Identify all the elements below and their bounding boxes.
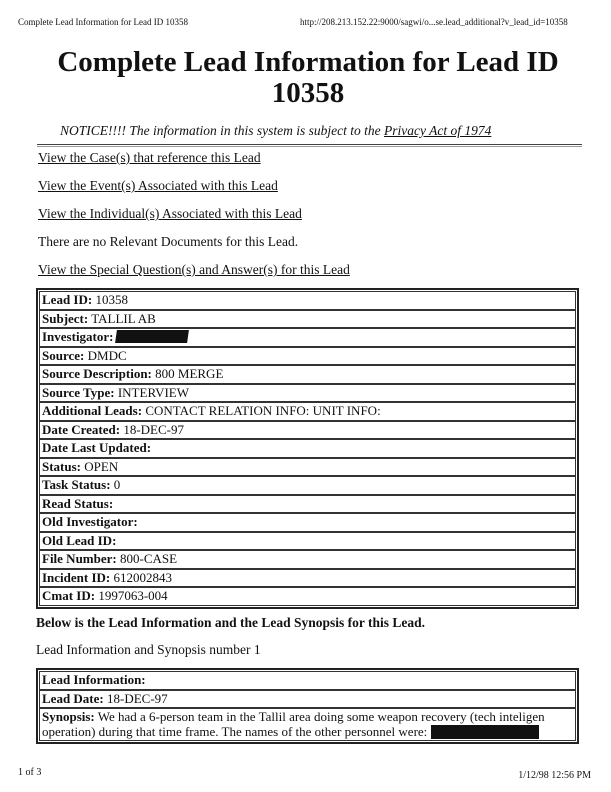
view-special-questions-link[interactable]: View the Special Question(s) and Answer(s) for this Lead: [38, 262, 350, 277]
row-file-number: [39, 550, 576, 569]
field-value: 0: [113, 477, 121, 492]
field-label: Incident ID:: [42, 569, 111, 585]
row-investigator: [39, 328, 576, 347]
field-label: Cmat ID:: [42, 588, 96, 603]
field-value: OPEN: [84, 458, 119, 474]
row-source: [39, 347, 576, 366]
field-label: Investigator:: [42, 329, 114, 344]
field-value: INTERVIEW: [117, 384, 190, 400]
field-label: Synopsis:: [42, 709, 95, 724]
lead-info-table: [36, 288, 579, 609]
synopsis-table: [36, 668, 579, 744]
row-source-type: [39, 384, 576, 403]
field-label: Lead Date:: [42, 690, 104, 706]
view-individuals-link[interactable]: View the Individual(s) Associated with this Lead: [38, 206, 302, 221]
field-label: Old Lead ID:: [42, 532, 117, 548]
below-heading: Below is the Lead Information and the Lead Synopsis for this Lead.: [36, 615, 426, 630]
field-label: Additional Leads:: [42, 403, 143, 418]
row-date-last-updated: [39, 439, 576, 458]
row-additional-leads: [39, 402, 576, 421]
field-value: 800-CASE: [119, 551, 178, 566]
notice-text: NOTICE!!!! The information in this system is subject to the: [60, 123, 384, 138]
field-value: 18-DEC-97: [107, 690, 168, 706]
row-lead-information: [39, 671, 576, 690]
row-status: [39, 458, 576, 477]
field-label: Source Description:: [42, 366, 152, 381]
privacy-act-link[interactable]: Privacy Act of 1974: [383, 123, 492, 138]
print-header: [18, 17, 605, 31]
field-label: Read Status:: [42, 495, 114, 511]
row-incident-id: [39, 569, 576, 588]
field-label: Date Created:: [42, 421, 121, 437]
page-number: 1 of 3: [18, 767, 42, 778]
redaction-mark: [115, 330, 189, 343]
field-value: 10358: [95, 292, 128, 307]
field-label: Old Investigator:: [42, 514, 138, 529]
field-value: TALLIL AB: [91, 310, 156, 326]
field-label: Subject:: [42, 310, 89, 326]
row-lead-date: [39, 690, 576, 709]
synopsis-text: We had a 6-person team in the Tallil area doing some weapon recovery (tech inteligen operation) during that time frame. The names of the other personnel were:: [42, 709, 545, 739]
row-lead-id: [39, 291, 576, 310]
field-value: 1997063-004: [98, 588, 168, 603]
row-date-created: [39, 421, 576, 440]
field-label: Source:: [42, 347, 85, 363]
row-subject: [39, 310, 576, 329]
field-value: DMDC: [87, 347, 127, 363]
print-datetime: 1/12/98 12:56 PM: [518, 770, 591, 781]
field-label: Source Type:: [42, 384, 115, 400]
field-label: Date Last Updated:: [42, 440, 152, 455]
field-value: 18-DEC-97: [123, 421, 185, 437]
field-label: Lead ID:: [42, 292, 93, 307]
divider: [37, 144, 582, 147]
field-value: 612002843: [113, 569, 173, 585]
view-events-link[interactable]: View the Event(s) Associated with this Lead: [38, 178, 278, 193]
redaction-mark: [431, 725, 539, 739]
row-synopsis: [39, 708, 576, 741]
privacy-notice: [60, 123, 580, 139]
field-label: Lead Information:: [42, 672, 146, 687]
field-label: File Number:: [42, 551, 117, 566]
row-source-description: [39, 365, 576, 384]
row-cmat-id: [39, 587, 576, 606]
no-documents-text: There are no Relevant Documents for this Lead.: [38, 234, 299, 249]
row-read-status: [39, 495, 576, 514]
row-old-lead-id: [39, 532, 576, 551]
page-title: Complete Lead Information for Lead ID 10358: [57, 46, 559, 109]
field-label: Task Status:: [42, 477, 111, 492]
row-task-status: [39, 476, 576, 495]
print-header-url: http://208.213.152.22:9000/sagwi/o...se.lead_additional?v_lead_id=10358: [300, 17, 568, 27]
row-old-investigator: [39, 513, 576, 532]
field-value: 800 MERGE: [155, 366, 224, 381]
field-value: CONTACT RELATION INFO: UNIT INFO:: [145, 403, 381, 418]
print-header-title: Complete Lead Information for Lead ID 10358: [18, 17, 188, 27]
field-label: Status:: [42, 458, 82, 474]
synopsis-number-text: Lead Information and Synopsis number 1: [36, 642, 261, 657]
view-cases-link[interactable]: View the Case(s) that reference this Lead: [38, 150, 261, 165]
